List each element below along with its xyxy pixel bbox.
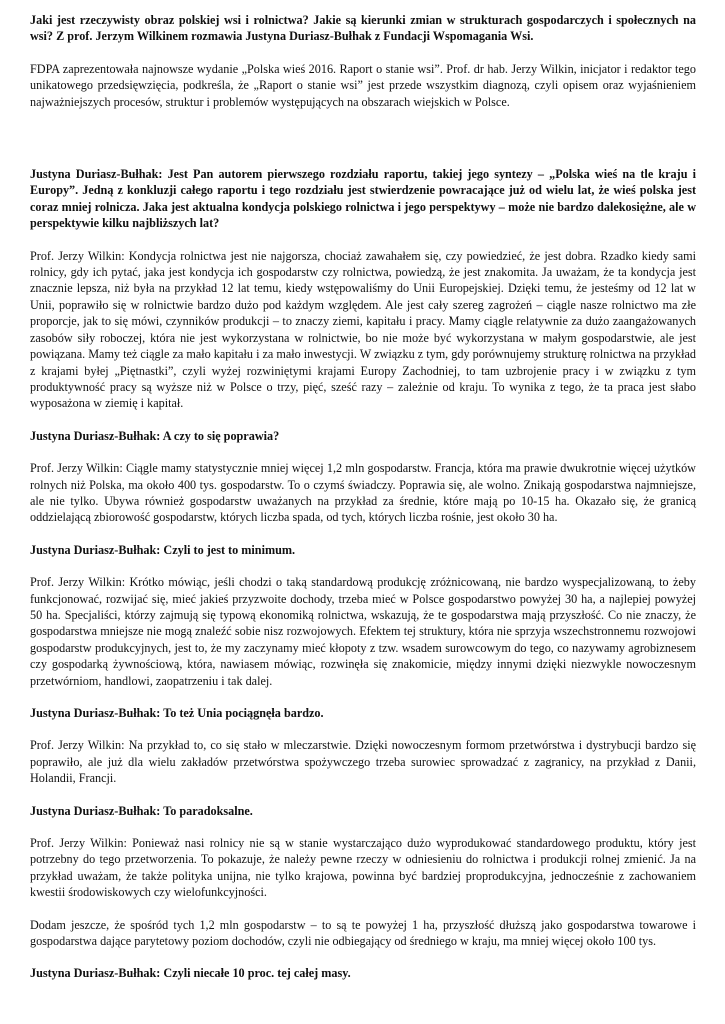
question-4: Justyna Duriasz-Bułhak: To też Unia pociągnęła bardzo. [30,706,324,720]
answer-5: Prof. Jerzy Wilkin: Ponieważ nasi rolnicy nie są w stanie wystarczająco dużo wyprodukować standardowego produktu, który jest potrzebny do tego przetworzenia. To pokazuje, że należy pewne rzeczy w odniesieniu do rolnictwa i produkcji rolnej zmienić. Ja na przykład uważam, że także polityka unijna, nie tylko krajowa, powinna być bardziej proprodukcyjna, jednocześnie z zachowaniem kwestii środowiskowych czy wielofunkcyjności. [30,836,696,900]
question-5: Justyna Duriasz-Bułhak: To paradoksalne. [30,803,253,818]
article-intro: FDPA zaprezentowała najnowsze wydanie „Polska wieś 2016. Raport o stanie wsi”. Prof. dr hab. Jerzy Wilkin, inicjator i redaktor tego unikatowego przedsięwzięcia, podkreśla, że „Raport o stanie wsi” jest przede wszystkim diagnozą, czyli opisem oraz wyjaśnieniem najważniejszych procesów, struktur i problemów występujących na obszarach wiejskich w Polsce. [30,61,696,109]
question-6: Justyna Duriasz-Bułhak: Czyli niecałe 10 proc. tej całej masy. [30,966,351,981]
answer-2: Prof. Jerzy Wilkin: Ciągle mamy statystycznie mniej więcej 1,2 mln gospodarstw. Francja, która ma prawie dwukrotnie więcej użytków rolnych niż Polska, ma około 400 tys. gospodarstw. To o czymś świadczy. Poprawia się, ale wolno. Znikają gospodarstwa najmniejsze, ale nie tylko. Ubywa również gospodarstw uważanych na przykład za średnie, które mają po 10-15 ha. Okazało się, że granicą oddzielającą zbiorowość gospodarstw, których liczba spada, od tych, których liczba rośnie, jest około 30 ha. [30,461,696,525]
document-page [30,12,696,982]
article-lead: Jaki jest rzeczywisty obraz polskiej wsi i rolnictwa? Jakie są kierunki zmian w strukturach gospodarczych i społecznych na wsi? Z prof. Jerzym Wilkinem rozmawia Justyna Duriasz-Bułhak z Fundacji Wspomagania Wsi. [30,13,696,44]
answer-1: Prof. Jerzy Wilkin: Kondycja rolnictwa jest nie najgorsza, chociaż zawahałem się, czy powiedzieć, że jest dobra. Rzadko kiedy sami rolnicy, gdy ich pytać, jaka jest kondycja ich gospodarstw czy rolnictwa, powiedzą, że jest znakomita. Ja uważam, że ta kondycja jest znacznie lepsza, niż była na przykład 12 lat temu, kiedy wstępowaliśmy do Unii Europejskiej. Dzięki temu, że jesteśmy od 12 lat w Unii, poprawiło się w rolnictwie bardzo dużo pod każdym względem. Ale jest cały szereg zagrożeń – ciągle nasze rolnictwo ma złe proporcje, jak to się mówi, czynników produkcji – to znaczy ziemi, kapitału i pracy. Mamy ciągle relatywnie za dużo zaangażowanych zasobów siły roboczej, która nie jest wykorzystana w rolnictwie, bo nie może być wykorzystana w małym gospodarstwie, ale jest powiązana. Mamy też ciągle za mało kapitału i za mało inwestycji. W związku z tym, gdy porównujemy strukturę rolnictwa na przykład z krajami byłej „Piętnastki”, czyli wyżej rozwiniętymi krajami Europy Zachodniej, to tam uzbrojenie pracy i w związku z tym produktywność pracy są wyższe niż w Polsce o trzy, pięć, sześć razy – zależnie od kraju. To wynika z tego, że ta praca jest słabo wyposażona w ziemię i kapitał. [30,248,696,411]
question-2: Justyna Duriasz-Bułhak: A czy to się poprawia? [30,428,280,443]
answer-4: Prof. Jerzy Wilkin: Na przykład to, co się stało w mleczarstwie. Dzięki nowoczesnym formom przetwórstwa i dystrybucji bardzo się poprawiło, ale już dla wielu zakładów przetwórstwa spożywczego trzeba surowiec sprowadzać z zagranicy, na przykład z Danii, Holandii, Francji. [30,738,696,786]
question-3: Justyna Duriasz-Bułhak: Czyli to jest to minimum. [30,542,296,557]
answer-5-continued: Dodam jeszcze, że spośród tych 1,2 mln gospodarstw – to są te powyżej 1 ha, przyszłość dłuższą jako gospodarstwa towarowe i gospodarstwa dające parytetowy poziom dochodów, czyli nie odbiegający od średniego w kraju, ma mniej więcej około 100 tys. [30,917,696,949]
question-1: Justyna Duriasz-Bułhak: Jest Pan autorem pierwszego rozdziału raportu, takiej jego syntezy – „Polska wieś na tle kraju i Europy”. Jedną z konkluzji całego raportu i tego rozdziału jest stwierdzenie powracające już od wielu lat, że wieś polska jest coraz mniej rolnicza. Jaka jest aktualna kondycja polskiego rolnictwa i jego perspektywy – może nie bardzo dalekosiężne, ale w perspektywie kilku najbliższych lat? [30,167,696,231]
answer-3: Prof. Jerzy Wilkin: Krótko mówiąc, jeśli chodzi o taką standardową produkcję zróżnicowaną, nie bardzo wyspecjalizowaną, to żeby funkcjonować, rozwijać się, mieć jakieś przyzwoite dochody, trzeba mieć w Polsce gospodarstwo powyżej 30 ha, a najlepiej powyżej 50 ha. Specjaliści, którzy zajmują się typową ekonomiką rolnictwa, wskazują, że te gospodarstwa mają przyszłość. Co nie znaczy, że gospodarstwa mniejsze nie mogą znaleźć sobie nisz rozwojowych. Efektem tej struktury, która nie sprzyja wszechstronnemu rozwojowi gospodarstw produkcyjnych, jest to, że my zaczynamy mieć kłopoty z tzw. wsadem surowcowym do tego, co nazywamy agrobiznesem czy gospodarką żywnościową, która, nawiasem mówiąc, rozwinęła się znakomicie, między innymi dzięki niezwykle nowoczesnym przetwórniom, handlowi, zaopatrzeniu i tak dalej. [30,575,696,688]
